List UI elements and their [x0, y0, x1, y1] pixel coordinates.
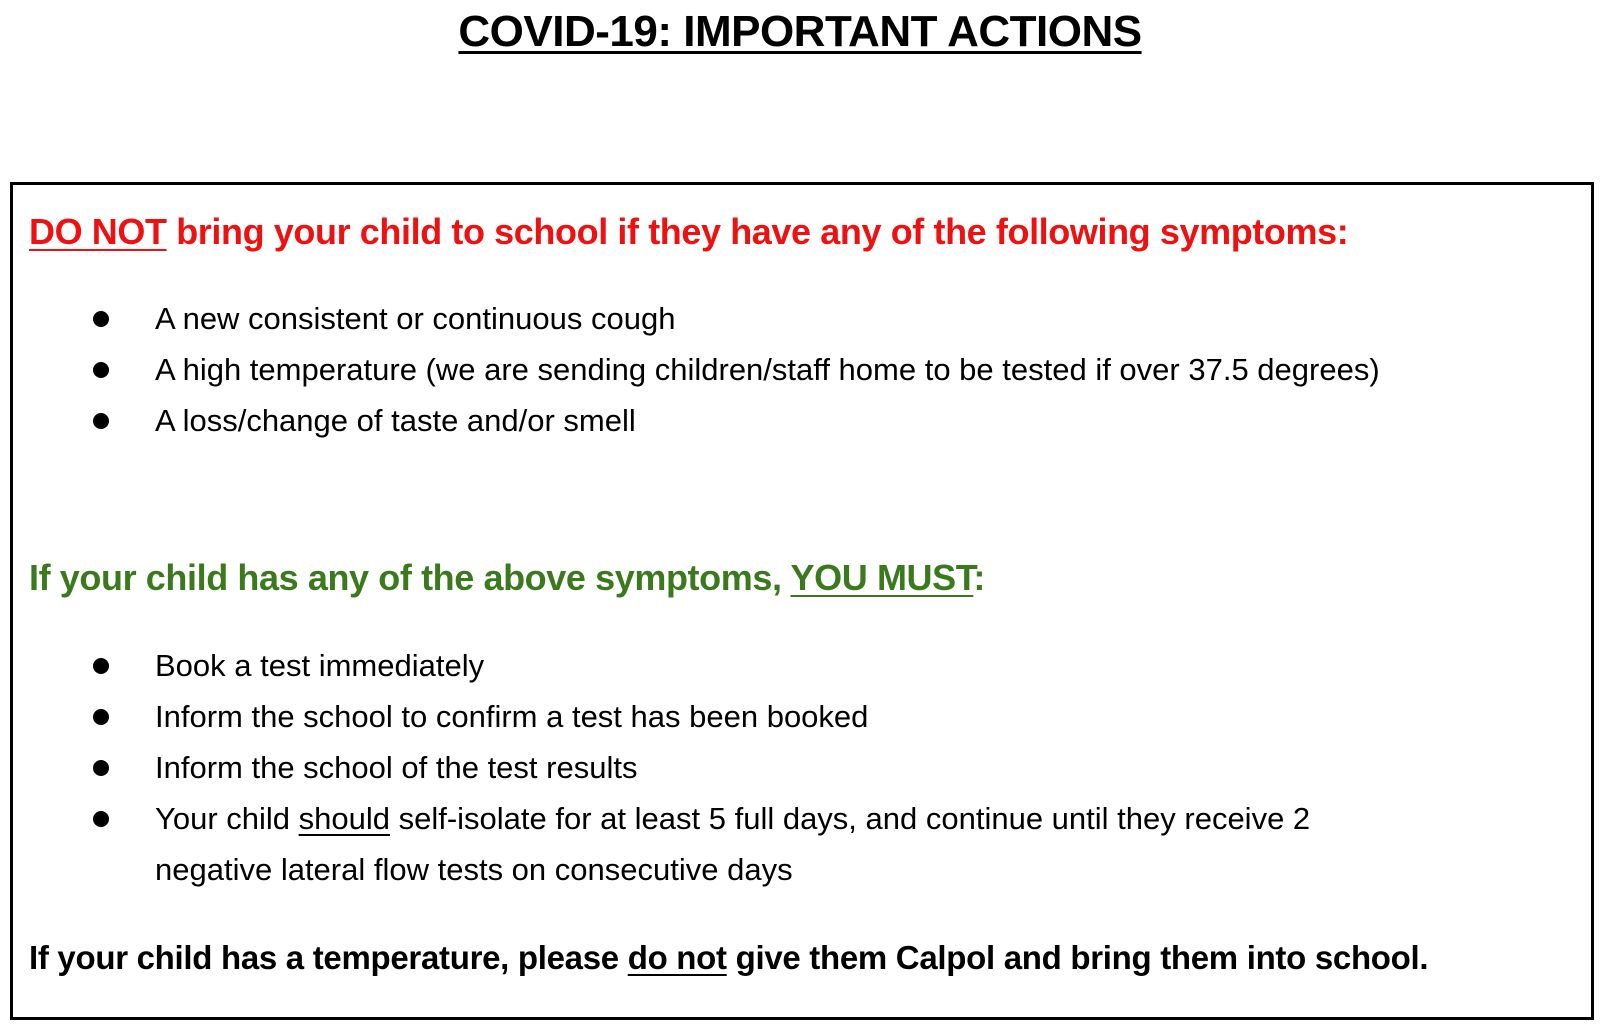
bullet-dot-icon — [93, 413, 109, 429]
symptoms-list — [13, 293, 1380, 446]
isolation-start: Your child — [155, 801, 299, 836]
should-emphasis: should — [298, 801, 390, 836]
footer-note — [29, 935, 1428, 981]
list-item — [13, 344, 1380, 395]
isolation-rest: self-isolate for at least 5 full days, and continue until they receive 2 — [389, 801, 1311, 836]
symptom-temperature: A high temperature (we are sending children/staff home to be tested if over 37.5 degrees) — [155, 352, 1380, 387]
footer-start: If your child has a temperature, please — [29, 939, 628, 976]
action-share-results: Inform the school of the test results — [155, 750, 638, 785]
footer-end: give them Calpol and bring them into school. — [726, 939, 1429, 976]
actions-heading — [29, 555, 985, 601]
actions-heading-start: If your child has any of the above symptoms, — [29, 557, 791, 598]
page-title-text: COVID-19: IMPORTANT ACTIONS — [458, 7, 1142, 56]
list-item — [13, 293, 1380, 344]
bullet-dot-icon — [93, 811, 109, 827]
list-item — [13, 793, 1310, 895]
do-not-give-emphasis: do not — [627, 939, 727, 976]
action-confirm-booking: Inform the school to confirm a test has been booked — [155, 699, 869, 734]
bullet-dot-icon — [93, 658, 109, 674]
actions-list — [13, 640, 1310, 895]
bullet-dot-icon — [93, 362, 109, 378]
symptom-taste-smell: A loss/change of taste and/or smell — [155, 403, 636, 438]
bullet-dot-icon — [93, 760, 109, 776]
list-item — [13, 742, 1310, 793]
isolation-line-2: negative lateral flow tests on consecutive days — [155, 852, 793, 887]
you-must-emphasis: YOU MUST — [790, 557, 974, 598]
notice-box — [10, 182, 1594, 1020]
list-item — [13, 395, 1380, 446]
bullet-dot-icon — [93, 709, 109, 725]
symptoms-heading — [29, 209, 1348, 255]
page-title — [0, 4, 1600, 60]
list-item — [13, 691, 1310, 742]
action-book-test: Book a test immediately — [155, 648, 485, 683]
symptom-cough: A new consistent or continuous cough — [155, 301, 676, 336]
bullet-dot-icon — [93, 311, 109, 327]
actions-heading-end: : — [973, 557, 985, 598]
isolation-line-1 — [155, 793, 1310, 844]
list-item — [13, 640, 1310, 691]
symptoms-heading-text: bring your child to school if they have any of the following symptoms: — [166, 211, 1349, 252]
do-not-emphasis: DO NOT — [29, 211, 167, 252]
